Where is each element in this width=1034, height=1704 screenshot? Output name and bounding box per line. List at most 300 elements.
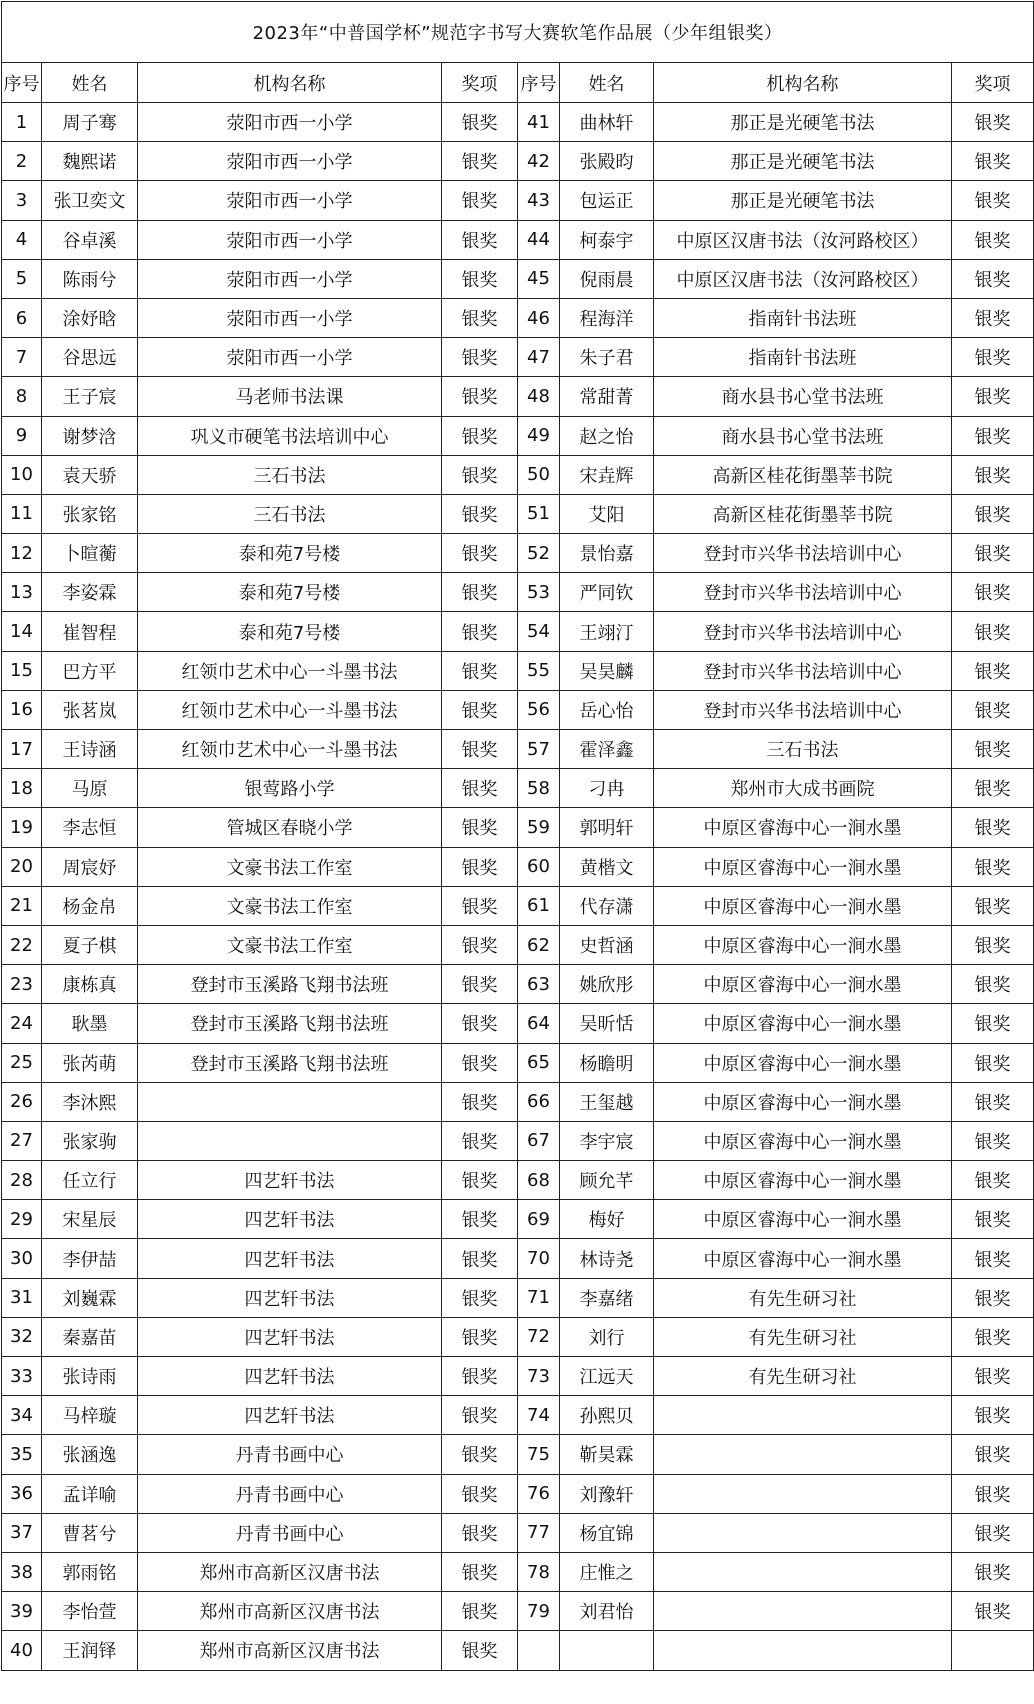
right-org-cell: 中原区汉唐书法（汝河路校区）: [654, 220, 952, 259]
right-name-cell: 岳心怡: [560, 690, 654, 729]
right-name-cell: 常甜菁: [560, 377, 654, 416]
right-no-cell: 57: [518, 730, 560, 769]
right-award-cell: 银奖: [952, 730, 1034, 769]
right-name-cell: 杨瞻明: [560, 1043, 654, 1082]
right-org-cell: 有先生研习社: [654, 1317, 952, 1356]
table-title: 2023年“中普国学杯”规范字书写大赛软笔作品展（少年组银奖）: [2, 2, 1034, 63]
left-award-cell: 银奖: [442, 1239, 518, 1278]
left-org-cell: 红领巾艺术中心一斗墨书法: [138, 690, 442, 729]
left-org-cell: 荥阳市西一小学: [138, 220, 442, 259]
right-award-cell: 银奖: [952, 1317, 1034, 1356]
right-no-cell: 50: [518, 455, 560, 494]
right-award-cell: 银奖: [952, 259, 1034, 298]
left-org-cell: 马老师书法课: [138, 377, 442, 416]
right-award-cell: 银奖: [952, 1357, 1034, 1396]
right-no-cell: 59: [518, 808, 560, 847]
left-no-cell: 4: [2, 220, 42, 259]
header-org-left: 机构名称: [138, 63, 442, 103]
right-no-cell: 52: [518, 534, 560, 573]
right-no-cell: 72: [518, 1317, 560, 1356]
right-no-cell: 69: [518, 1200, 560, 1239]
left-no-cell: 24: [2, 1004, 42, 1043]
right-name-cell: 刘君怡: [560, 1592, 654, 1631]
right-award-cell: 银奖: [952, 1552, 1034, 1591]
left-no-cell: 26: [2, 1082, 42, 1121]
right-name-cell: 杨宜锦: [560, 1513, 654, 1552]
left-award-cell: 银奖: [442, 1004, 518, 1043]
header-name-left: 姓名: [42, 63, 138, 103]
right-name-cell: 姚欣彤: [560, 965, 654, 1004]
right-no-cell: 61: [518, 886, 560, 925]
right-award-cell: 银奖: [952, 220, 1034, 259]
right-award-cell: 银奖: [952, 1592, 1034, 1631]
right-no-cell: 74: [518, 1396, 560, 1435]
right-name-cell: 李宇宸: [560, 1121, 654, 1160]
right-no-cell: 73: [518, 1357, 560, 1396]
left-name-cell: 张卫奕文: [42, 181, 138, 220]
left-award-cell: 银奖: [442, 1161, 518, 1200]
table-row: [2, 1004, 1034, 1043]
left-no-cell: 1: [2, 103, 42, 142]
right-no-cell: 58: [518, 769, 560, 808]
left-name-cell: 崔智程: [42, 612, 138, 651]
left-name-cell: 李伊喆: [42, 1239, 138, 1278]
right-name-cell: 包运正: [560, 181, 654, 220]
table-row: [2, 1317, 1034, 1356]
right-name-cell: 代存潇: [560, 886, 654, 925]
table-row: [2, 494, 1034, 533]
right-award-cell: 银奖: [952, 808, 1034, 847]
header-award-left: 奖项: [442, 63, 518, 103]
left-no-cell: 25: [2, 1043, 42, 1082]
right-name-cell: 梅好: [560, 1200, 654, 1239]
left-name-cell: 夏子棋: [42, 925, 138, 964]
left-org-cell: [138, 1121, 442, 1160]
table-row: [2, 298, 1034, 337]
left-no-cell: 18: [2, 769, 42, 808]
left-name-cell: 李沐熙: [42, 1082, 138, 1121]
right-org-cell: [654, 1592, 952, 1631]
left-name-cell: 李志恒: [42, 808, 138, 847]
left-name-cell: 郭雨铭: [42, 1552, 138, 1591]
left-no-cell: 34: [2, 1396, 42, 1435]
left-org-cell: 登封市玉溪路飞翔书法班: [138, 1043, 442, 1082]
right-name-cell: 刘豫轩: [560, 1474, 654, 1513]
table-row: [2, 220, 1034, 259]
left-no-cell: 31: [2, 1278, 42, 1317]
left-name-cell: 孟详喻: [42, 1474, 138, 1513]
left-org-cell: 泰和苑7号楼: [138, 612, 442, 651]
left-no-cell: 11: [2, 494, 42, 533]
right-award-cell: 银奖: [952, 612, 1034, 651]
left-award-cell: 银奖: [442, 416, 518, 455]
left-name-cell: 王诗涵: [42, 730, 138, 769]
left-org-cell: 红领巾艺术中心一斗墨书法: [138, 730, 442, 769]
right-award-cell: 银奖: [952, 925, 1034, 964]
right-award-cell: 银奖: [952, 142, 1034, 181]
left-name-cell: 巴方平: [42, 651, 138, 690]
right-org-cell: [654, 1435, 952, 1474]
left-award-cell: 银奖: [442, 1317, 518, 1356]
table-row: [2, 1200, 1034, 1239]
right-no-cell: 70: [518, 1239, 560, 1278]
left-award-cell: 银奖: [442, 1200, 518, 1239]
left-name-cell: 任立行: [42, 1161, 138, 1200]
left-no-cell: 29: [2, 1200, 42, 1239]
table-row: [2, 1552, 1034, 1591]
left-no-cell: 20: [2, 847, 42, 886]
right-no-cell: 79: [518, 1592, 560, 1631]
left-name-cell: 张涵逸: [42, 1435, 138, 1474]
left-no-cell: 27: [2, 1121, 42, 1160]
left-org-cell: 荥阳市西一小学: [138, 259, 442, 298]
right-no-cell: 46: [518, 298, 560, 337]
table-row: [2, 1396, 1034, 1435]
right-org-cell: 高新区桂花街墨莘书院: [654, 455, 952, 494]
left-org-cell: 登封市玉溪路飞翔书法班: [138, 965, 442, 1004]
right-no-cell: 53: [518, 573, 560, 612]
right-name-cell: 宋垚辉: [560, 455, 654, 494]
table-row: [2, 181, 1034, 220]
left-org-cell: 丹青书画中心: [138, 1435, 442, 1474]
left-award-cell: 银奖: [442, 612, 518, 651]
right-org-cell: 有先生研习社: [654, 1278, 952, 1317]
right-name-cell: 李嘉绪: [560, 1278, 654, 1317]
header-row: [2, 63, 1034, 103]
right-award-cell: 银奖: [952, 455, 1034, 494]
right-name-cell: 艾阳: [560, 494, 654, 533]
right-name-cell: 刁冉: [560, 769, 654, 808]
right-org-cell: 那正是光硬笔书法: [654, 142, 952, 181]
table-row: [2, 769, 1034, 808]
right-award-cell: 银奖: [952, 651, 1034, 690]
title-row: [2, 2, 1034, 63]
left-award-cell: 银奖: [442, 1082, 518, 1121]
right-name-cell: 张殿昀: [560, 142, 654, 181]
left-award-cell: 银奖: [442, 769, 518, 808]
left-award-cell: 银奖: [442, 142, 518, 181]
left-org-cell: 泰和苑7号楼: [138, 573, 442, 612]
table-row: [2, 1121, 1034, 1160]
right-no-cell: 48: [518, 377, 560, 416]
left-name-cell: 周宸妤: [42, 847, 138, 886]
table-row: [2, 690, 1034, 729]
left-name-cell: 涂妤晗: [42, 298, 138, 337]
left-name-cell: 马梓璇: [42, 1396, 138, 1435]
right-no-cell: [518, 1631, 560, 1670]
right-org-cell: 中原区睿海中心一涧水墨: [654, 1121, 952, 1160]
right-award-cell: 银奖: [952, 886, 1034, 925]
right-org-cell: 中原区睿海中心一涧水墨: [654, 1043, 952, 1082]
left-org-cell: [138, 1082, 442, 1121]
left-org-cell: 登封市玉溪路飞翔书法班: [138, 1004, 442, 1043]
right-no-cell: 77: [518, 1513, 560, 1552]
right-no-cell: 66: [518, 1082, 560, 1121]
table-row: [2, 925, 1034, 964]
right-name-cell: 顾允芊: [560, 1161, 654, 1200]
right-org-cell: 高新区桂花街墨莘书院: [654, 494, 952, 533]
left-org-cell: 荥阳市西一小学: [138, 103, 442, 142]
left-name-cell: 耿墨: [42, 1004, 138, 1043]
right-name-cell: 孙熙贝: [560, 1396, 654, 1435]
right-name-cell: 江远天: [560, 1357, 654, 1396]
right-name-cell: 景怡嘉: [560, 534, 654, 573]
left-no-cell: 36: [2, 1474, 42, 1513]
right-award-cell: 银奖: [952, 690, 1034, 729]
right-award-cell: 银奖: [952, 1161, 1034, 1200]
right-no-cell: 64: [518, 1004, 560, 1043]
right-org-cell: [654, 1474, 952, 1513]
right-no-cell: 63: [518, 965, 560, 1004]
right-name-cell: 霍泽鑫: [560, 730, 654, 769]
right-no-cell: 43: [518, 181, 560, 220]
left-name-cell: 李怡萱: [42, 1592, 138, 1631]
right-award-cell: 银奖: [952, 298, 1034, 337]
table-row: [2, 1357, 1034, 1396]
right-org-cell: 登封市兴华书法培训中心: [654, 534, 952, 573]
left-name-cell: 张家铭: [42, 494, 138, 533]
right-award-cell: 银奖: [952, 1239, 1034, 1278]
left-org-cell: 管城区春晓小学: [138, 808, 442, 847]
left-name-cell: 张茗岚: [42, 690, 138, 729]
right-award-cell: 银奖: [952, 1004, 1034, 1043]
table-body: [2, 103, 1034, 1671]
left-award-cell: 银奖: [442, 1435, 518, 1474]
left-award-cell: 银奖: [442, 573, 518, 612]
left-award-cell: 银奖: [442, 338, 518, 377]
right-no-cell: 51: [518, 494, 560, 533]
right-name-cell: 黄楷文: [560, 847, 654, 886]
right-org-cell: [654, 1552, 952, 1591]
left-award-cell: 银奖: [442, 1474, 518, 1513]
table-row: [2, 1435, 1034, 1474]
right-no-cell: 65: [518, 1043, 560, 1082]
left-award-cell: 银奖: [442, 1513, 518, 1552]
right-org-cell: 中原区睿海中心一涧水墨: [654, 847, 952, 886]
left-no-cell: 38: [2, 1552, 42, 1591]
left-award-cell: 银奖: [442, 1043, 518, 1082]
table-row: [2, 1161, 1034, 1200]
left-no-cell: 17: [2, 730, 42, 769]
table-row: [2, 886, 1034, 925]
right-award-cell: 银奖: [952, 1435, 1034, 1474]
table-row: [2, 1592, 1034, 1631]
right-no-cell: 68: [518, 1161, 560, 1200]
left-org-cell: 荥阳市西一小学: [138, 142, 442, 181]
left-org-cell: 四艺轩书法: [138, 1239, 442, 1278]
right-org-cell: 中原区睿海中心一涧水墨: [654, 1082, 952, 1121]
left-no-cell: 39: [2, 1592, 42, 1631]
table-row: [2, 338, 1034, 377]
right-name-cell: 吴昕恬: [560, 1004, 654, 1043]
left-org-cell: 四艺轩书法: [138, 1317, 442, 1356]
left-no-cell: 16: [2, 690, 42, 729]
left-name-cell: 张家驹: [42, 1121, 138, 1160]
left-award-cell: 银奖: [442, 494, 518, 533]
right-award-cell: 银奖: [952, 1278, 1034, 1317]
right-no-cell: 56: [518, 690, 560, 729]
left-no-cell: 10: [2, 455, 42, 494]
right-award-cell: 银奖: [952, 1513, 1034, 1552]
left-award-cell: 银奖: [442, 298, 518, 337]
left-name-cell: 魏熙诺: [42, 142, 138, 181]
right-name-cell: 刘行: [560, 1317, 654, 1356]
right-name-cell: 史哲涵: [560, 925, 654, 964]
award-table: [1, 1, 1034, 1671]
header-org-right: 机构名称: [654, 63, 952, 103]
left-name-cell: 陈雨兮: [42, 259, 138, 298]
right-no-cell: 47: [518, 338, 560, 377]
left-no-cell: 33: [2, 1357, 42, 1396]
right-award-cell: 银奖: [952, 573, 1034, 612]
left-award-cell: 银奖: [442, 925, 518, 964]
header-name-right: 姓名: [560, 63, 654, 103]
left-award-cell: 银奖: [442, 455, 518, 494]
left-no-cell: 5: [2, 259, 42, 298]
right-award-cell: 银奖: [952, 1396, 1034, 1435]
left-award-cell: 银奖: [442, 377, 518, 416]
left-name-cell: 谢梦浛: [42, 416, 138, 455]
right-award-cell: 银奖: [952, 1474, 1034, 1513]
right-award-cell: 银奖: [952, 1121, 1034, 1160]
right-name-cell: 倪雨晨: [560, 259, 654, 298]
left-org-cell: 三石书法: [138, 455, 442, 494]
left-award-cell: 银奖: [442, 690, 518, 729]
left-no-cell: 21: [2, 886, 42, 925]
table-row: [2, 808, 1034, 847]
right-org-cell: 指南针书法班: [654, 298, 952, 337]
right-org-cell: 中原区睿海中心一涧水墨: [654, 1004, 952, 1043]
left-name-cell: 马原: [42, 769, 138, 808]
right-name-cell: 庄惟之: [560, 1552, 654, 1591]
table-row: [2, 1631, 1034, 1670]
left-no-cell: 32: [2, 1317, 42, 1356]
left-org-cell: 郑州市高新区汉唐书法: [138, 1552, 442, 1591]
right-org-cell: 有先生研习社: [654, 1357, 952, 1396]
left-org-cell: 四艺轩书法: [138, 1161, 442, 1200]
right-org-cell: 登封市兴华书法培训中心: [654, 651, 952, 690]
table-row: [2, 1513, 1034, 1552]
left-no-cell: 14: [2, 612, 42, 651]
left-org-cell: 文豪书法工作室: [138, 847, 442, 886]
table-row: [2, 651, 1034, 690]
right-no-cell: 42: [518, 142, 560, 181]
right-org-cell: 登封市兴华书法培训中心: [654, 573, 952, 612]
left-no-cell: 2: [2, 142, 42, 181]
right-org-cell: 中原区睿海中心一涧水墨: [654, 1161, 952, 1200]
left-org-cell: 荥阳市西一小学: [138, 298, 442, 337]
left-name-cell: 曹茗兮: [42, 1513, 138, 1552]
table-row: [2, 573, 1034, 612]
left-no-cell: 30: [2, 1239, 42, 1278]
left-org-cell: 荥阳市西一小学: [138, 338, 442, 377]
left-name-cell: 谷思远: [42, 338, 138, 377]
table-row: [2, 965, 1034, 1004]
left-name-cell: 李姿霖: [42, 573, 138, 612]
left-name-cell: 刘巍霖: [42, 1278, 138, 1317]
table-row: [2, 455, 1034, 494]
header-num-left: 序号: [2, 63, 42, 103]
left-org-cell: 红领巾艺术中心一斗墨书法: [138, 651, 442, 690]
left-no-cell: 22: [2, 925, 42, 964]
left-no-cell: 3: [2, 181, 42, 220]
right-no-cell: 67: [518, 1121, 560, 1160]
right-name-cell: 曲林轩: [560, 103, 654, 142]
right-name-cell: [560, 1631, 654, 1670]
left-no-cell: 13: [2, 573, 42, 612]
table-row: [2, 612, 1034, 651]
left-org-cell: 文豪书法工作室: [138, 925, 442, 964]
right-award-cell: 银奖: [952, 534, 1034, 573]
table-row: [2, 259, 1034, 298]
right-org-cell: [654, 1631, 952, 1670]
right-award-cell: 银奖: [952, 1082, 1034, 1121]
left-org-cell: 四艺轩书法: [138, 1200, 442, 1239]
right-org-cell: [654, 1396, 952, 1435]
left-award-cell: 银奖: [442, 730, 518, 769]
right-name-cell: 靳昊霖: [560, 1435, 654, 1474]
right-org-cell: 商水县书心堂书法班: [654, 377, 952, 416]
left-award-cell: 银奖: [442, 220, 518, 259]
left-name-cell: 卜暄蘅: [42, 534, 138, 573]
left-no-cell: 28: [2, 1161, 42, 1200]
left-name-cell: 谷卓溪: [42, 220, 138, 259]
right-no-cell: 62: [518, 925, 560, 964]
right-org-cell: 商水县书心堂书法班: [654, 416, 952, 455]
right-award-cell: 银奖: [952, 965, 1034, 1004]
left-name-cell: 秦嘉苗: [42, 1317, 138, 1356]
table-row: [2, 377, 1034, 416]
right-award-cell: 银奖: [952, 416, 1034, 455]
left-award-cell: 银奖: [442, 965, 518, 1004]
left-no-cell: 6: [2, 298, 42, 337]
header-award-right: 奖项: [952, 63, 1034, 103]
left-award-cell: 银奖: [442, 259, 518, 298]
table-row: [2, 142, 1034, 181]
right-org-cell: 郑州市大成书画院: [654, 769, 952, 808]
left-award-cell: 银奖: [442, 1357, 518, 1396]
left-no-cell: 8: [2, 377, 42, 416]
right-name-cell: 王翊汀: [560, 612, 654, 651]
right-award-cell: 银奖: [952, 847, 1034, 886]
left-org-cell: 丹青书画中心: [138, 1513, 442, 1552]
right-award-cell: 银奖: [952, 103, 1034, 142]
table-row: [2, 847, 1034, 886]
right-org-cell: 中原区睿海中心一涧水墨: [654, 886, 952, 925]
right-no-cell: 49: [518, 416, 560, 455]
left-org-cell: 郑州市高新区汉唐书法: [138, 1631, 442, 1670]
left-no-cell: 37: [2, 1513, 42, 1552]
left-award-cell: 银奖: [442, 847, 518, 886]
left-no-cell: 40: [2, 1631, 42, 1670]
table-row: [2, 1043, 1034, 1082]
right-org-cell: 登封市兴华书法培训中心: [654, 690, 952, 729]
left-org-cell: 丹青书画中心: [138, 1474, 442, 1513]
right-org-cell: 登封市兴华书法培训中心: [654, 612, 952, 651]
left-org-cell: 荥阳市西一小学: [138, 181, 442, 220]
left-org-cell: 泰和苑7号楼: [138, 534, 442, 573]
left-org-cell: 三石书法: [138, 494, 442, 533]
left-award-cell: 银奖: [442, 181, 518, 220]
table-row: [2, 1474, 1034, 1513]
right-name-cell: 赵之怡: [560, 416, 654, 455]
right-name-cell: 吴昊麟: [560, 651, 654, 690]
right-award-cell: 银奖: [952, 1200, 1034, 1239]
right-no-cell: 54: [518, 612, 560, 651]
left-name-cell: 王润铎: [42, 1631, 138, 1670]
left-award-cell: 银奖: [442, 103, 518, 142]
right-name-cell: 柯泰宇: [560, 220, 654, 259]
